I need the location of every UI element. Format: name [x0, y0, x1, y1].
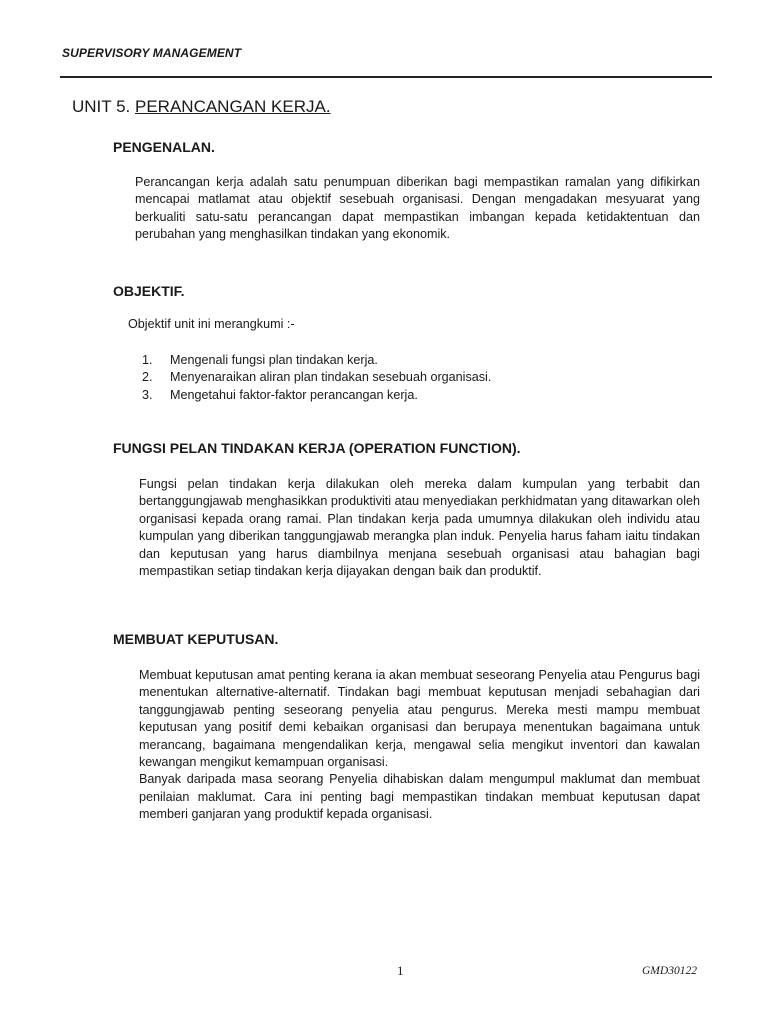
pengenalan-paragraph	[135, 174, 700, 244]
list-item-text: Mengenali fungsi plan tindakan kerja.	[170, 353, 378, 367]
section-heading-keputusan: MEMBUAT KEPUTUSAN.	[113, 631, 279, 647]
header-divider	[60, 76, 712, 78]
unit-number: UNIT 5.	[72, 97, 131, 116]
unit-title	[72, 97, 331, 117]
objektif-intro: Objektif unit ini merangkumi :-	[128, 317, 295, 331]
section-heading-pengenalan: PENGENALAN.	[113, 139, 215, 155]
list-item-number: 2.	[142, 370, 153, 385]
running-header: SUPERVISORY MANAGEMENT	[62, 46, 242, 60]
section-heading-objektif: OBJEKTIF.	[113, 283, 185, 299]
page-number: 1	[397, 963, 404, 978]
keputusan-body-1: Membuat keputusan amat penting kerana ia akan membuat seseorang Penyelia atau Pengurus bagi menentukan alternative-alternatif. Tindakan bagi membuat keputusan menjadi sebahagian dari tanggungjawab penting seseorang penyelia atau pengurus. Mereka mesti mampu membuat keputusan yang positif demi kebaikan organisasi dan berupaya menentukan bagaimana untuk merancang, bagaimana mengendalikan kerja, mengawal selia mengikut inventori dan kawalan kewangan mengikut kemampuan organisasi.	[139, 668, 700, 770]
unit-name: PERANCANGAN KERJA.	[135, 97, 331, 116]
keputusan-body-2: Banyak daripada masa seorang Penyelia dihabiskan dalam mengumpul maklumat dan membuat penilaian maklumat. Cara ini penting bagi mempastikan tindakan membuat keputusan dapat memberi ganjaran yang produktif kepada organisasi.	[139, 772, 700, 822]
list-item-number: 1.	[142, 353, 153, 367]
keputusan-paragraph	[139, 667, 700, 824]
list-item	[142, 387, 491, 404]
section-heading-fungsi: FUNGSI PELAN TINDAKAN KERJA (OPERATION FUNCTION).	[113, 440, 521, 456]
list-item	[142, 369, 491, 386]
document-code: GMD30122	[642, 965, 697, 977]
fungsi-body: Fungsi pelan tindakan kerja dilakukan oleh mereka dalam kumpulan yang terbabit dan bertanggungjawab menghasikkan produktiviti atau menyediakan perkhidmatan yang ditawarkan oleh organisasi kepada orang ramai. Plan tindakan kerja pada umumnya dilakukan oleh individu atau kumpulan yang diberikan tanggungjawab merangka plan induk. Penyelia harus faham iaitu tindakan dan keputusan yang harus diambilnya menjana sesebuah organisasi atau bahagian bagi mempastikan setiap tindakan kerja dijayakan dengan baik dan produktif.	[139, 477, 700, 579]
list-item-text: Menyenaraikan aliran plan tindakan sesebuah organisasi.	[170, 370, 492, 385]
pengenalan-body: Perancangan kerja adalah satu penumpuan diberikan bagi mempastikan ramalan yang difikirkan mencapai matlamat atau objektif sesebuah organisasi. Dengan mengadakan mesyuarat yang berkualiti satu-satu perancangan dapat mempastikan imbangan kepada ketidaktentuan dan perubahan yang menghasilkan tindakan yang ekonomik.	[135, 175, 700, 242]
objectives-list	[142, 352, 491, 404]
fungsi-paragraph	[139, 476, 700, 580]
list-item-number: 3.	[142, 387, 153, 402]
list-item	[142, 352, 491, 369]
list-item-text: Mengetahui faktor-faktor perancangan kerja.	[170, 387, 418, 402]
